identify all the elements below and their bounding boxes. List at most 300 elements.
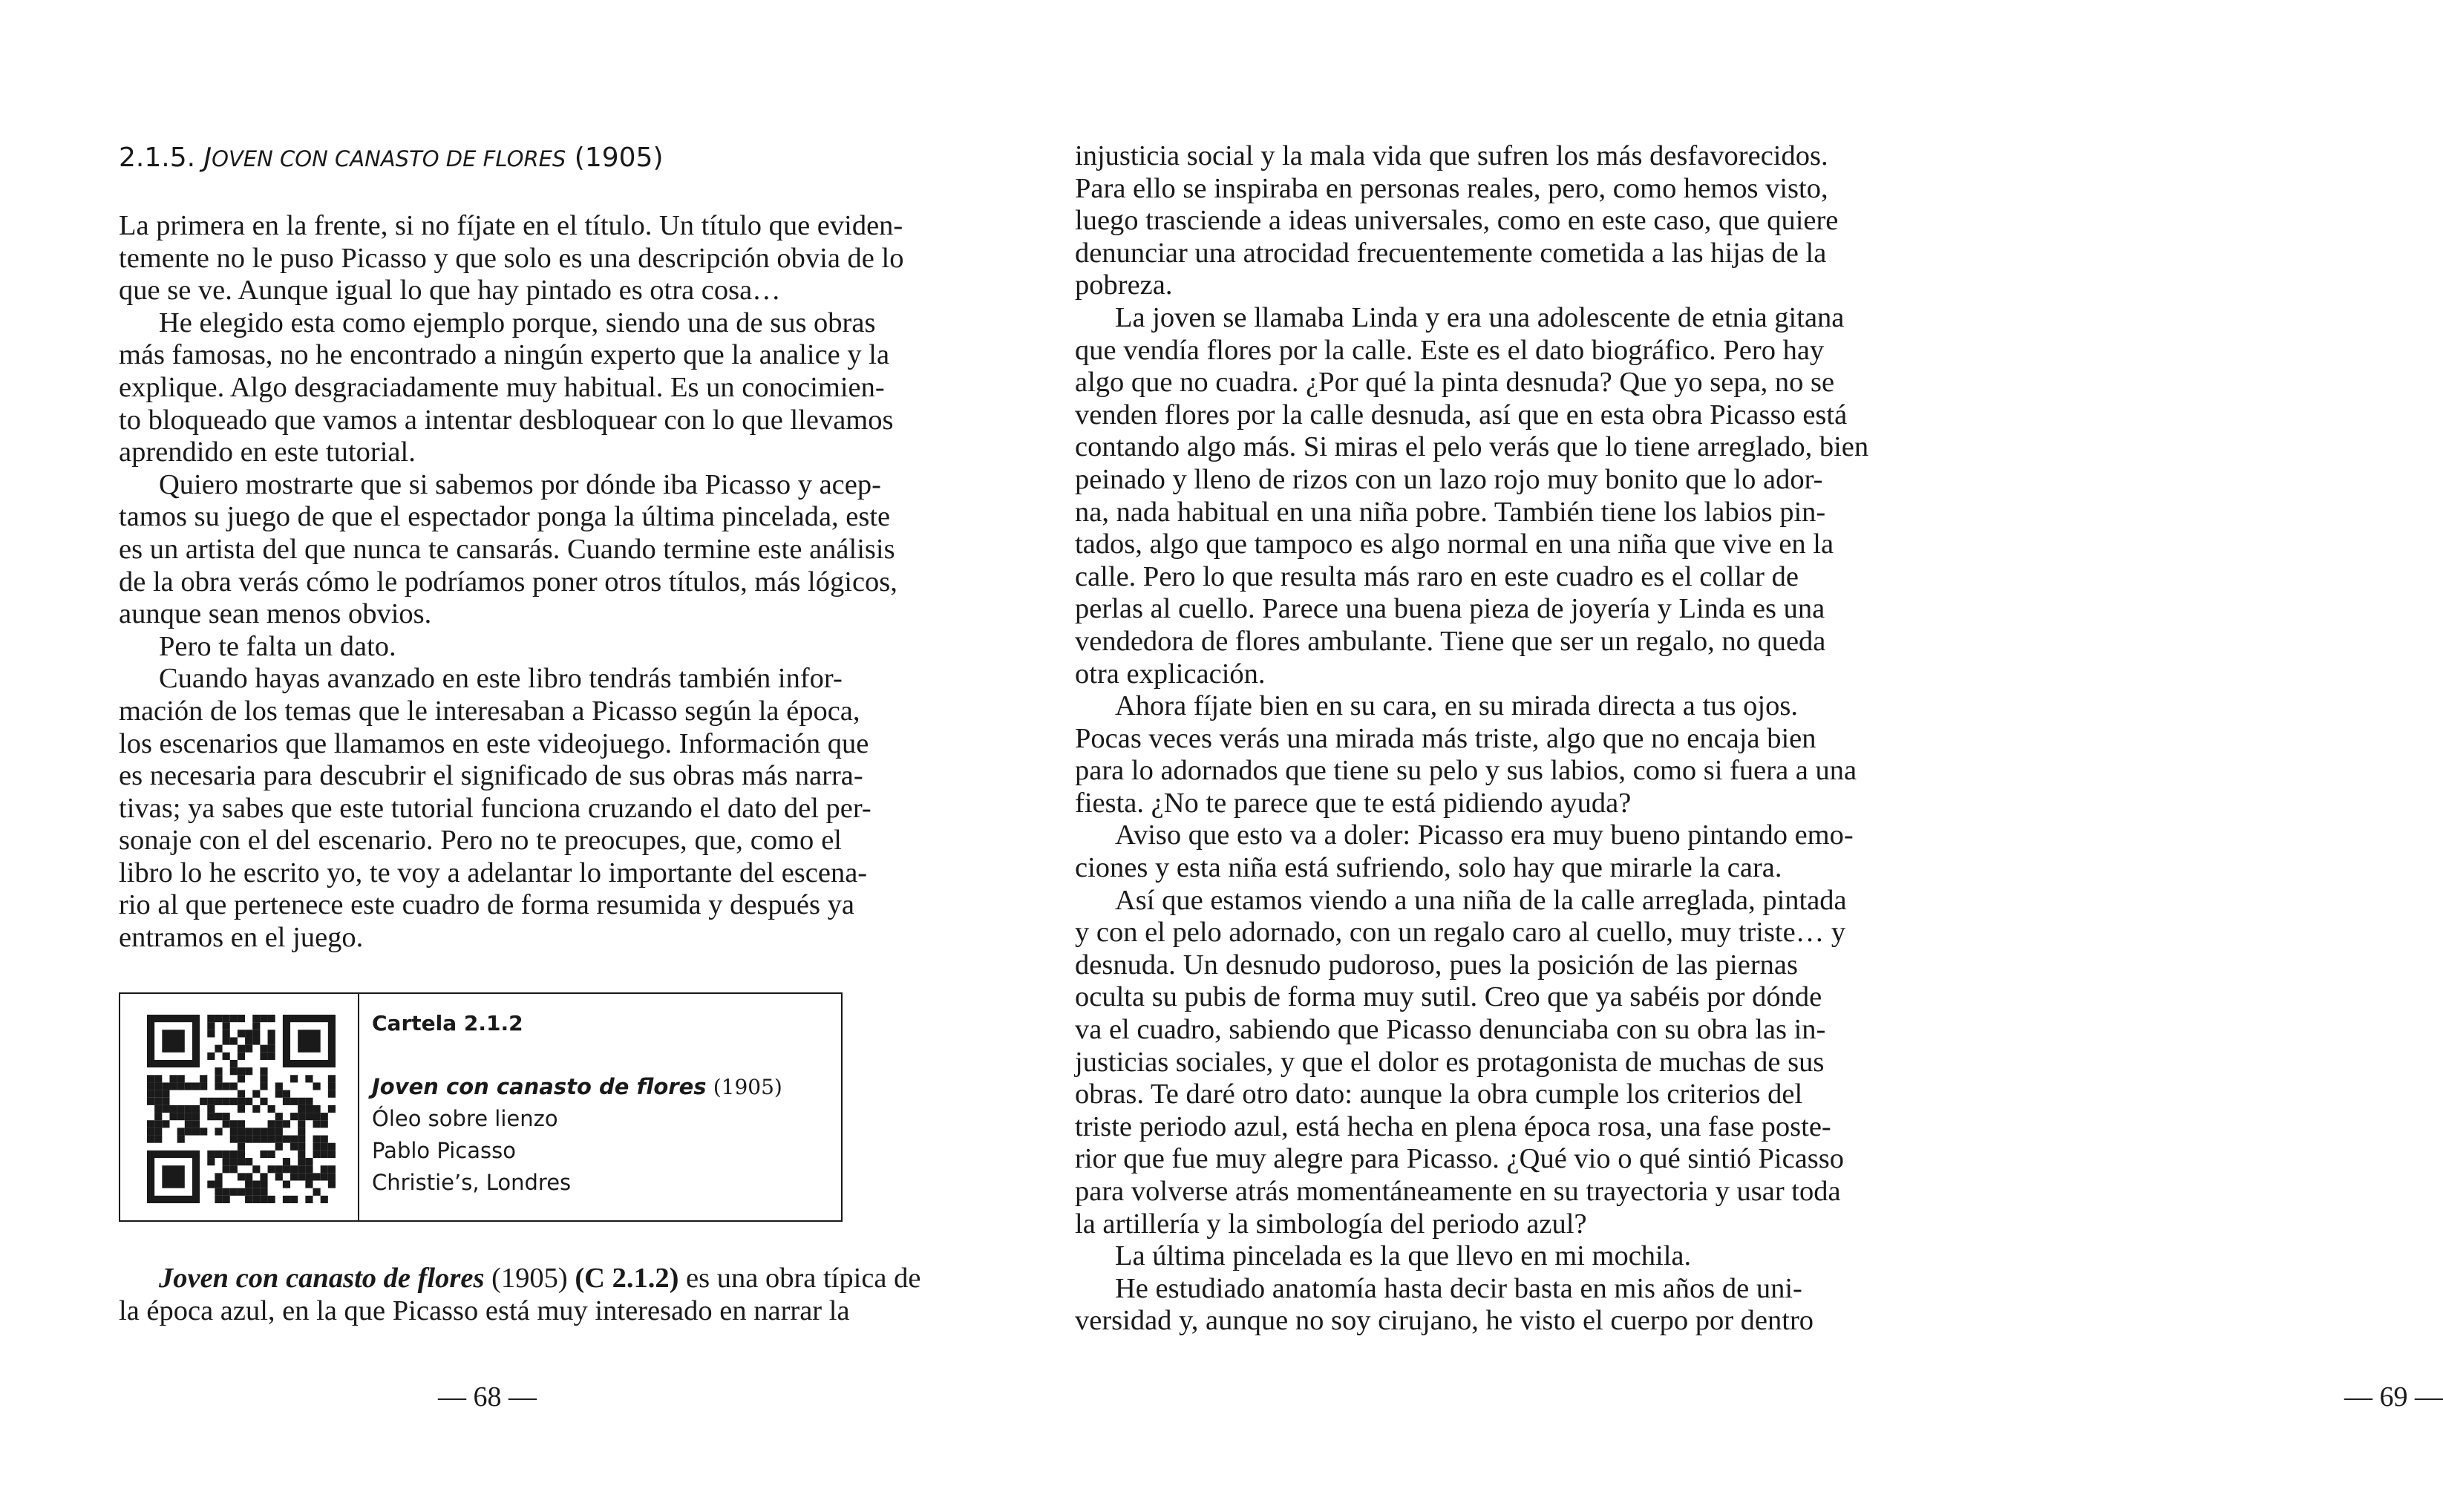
qr-module [238,1105,245,1113]
qr-module [260,1173,267,1180]
qr-module [230,1188,238,1196]
qr-module [268,1120,275,1128]
qr-module [252,1105,260,1113]
text-line: aprendido en este tutorial. [119,436,416,468]
qr-module [252,1037,260,1044]
qr-module [252,1188,260,1196]
qr-module [230,1158,238,1165]
qr-module [147,1075,154,1082]
qr-module [207,1022,215,1030]
text-line: contando algo más. Si miras el pelo verás que lo tiene arreglado, bien [1075,431,1869,463]
qr-module [260,1015,267,1022]
qr-module [260,1196,267,1203]
qr-module [215,1181,222,1188]
qr-module [223,1151,230,1158]
qr-module [223,1022,230,1030]
qr-module [328,1075,336,1082]
qr-module [245,1037,252,1044]
qr-module [268,1151,275,1158]
text-line: fiesta. ¿No te parece que te está pidiendo ayuda? [1075,787,1632,819]
qr-module [177,1136,185,1143]
qr-module [169,1105,177,1113]
qr-module [305,1105,313,1113]
qr-module [268,1037,275,1044]
qr-module [238,1188,245,1196]
text-line: ciones y esta niña está sufriendo, solo hay que mirarle la cara. [1075,852,1782,884]
qr-module [230,1082,238,1090]
qr-module [260,1053,267,1060]
qr-module [298,1173,305,1180]
qr-module [215,1128,222,1135]
qr-module [268,1053,275,1060]
qr-module [207,1151,215,1158]
qr-module [305,1158,313,1165]
qr-module [328,1165,336,1173]
text-line: denunciar una atrocidad frecuentemente cometida a las hijas de la [1075,237,1827,269]
left-body-text [119,210,904,955]
qr-module [177,1128,185,1135]
qr-module [283,1181,290,1188]
qr-module [268,1165,275,1173]
text-line: obras. Te daré otro dato: aunque la obra cumple los criterios del [1075,1079,1803,1110]
text-line: Joven con canasto de flores (1905) (C 2.1.2) es una obra típica de [159,1263,921,1294]
qr-module [283,1165,290,1173]
qr-module [305,1181,313,1188]
text-line: es un artista del que nunca te cansarás. Cuando termine este análisis [119,533,895,565]
qr-module [283,1090,290,1098]
qr-module [215,1113,222,1120]
qr-module [192,1120,200,1128]
qr-module [238,1053,245,1060]
qr-module [223,1015,230,1022]
qr-module [238,1075,245,1082]
qr-module [215,1151,222,1158]
qr-module [268,1015,275,1022]
qr-module [260,1181,267,1188]
qr-module [313,1120,321,1128]
text-line: tamos su juego de que el espectador ponga la última pincelada, este [119,501,891,533]
qr-module [260,1151,267,1158]
qr-module [223,1120,230,1128]
text-line: Pero te falta un dato. [159,630,396,662]
text-line: justicias sociales, y que el dolor es protagonista de muchas de sus [1075,1046,1825,1078]
text-line: sonaje con el del escenario. Pero no te preocupes, que, como el [119,825,842,857]
qr-module [298,1030,320,1052]
text-line: vendedora de flores ambulante. Tiene que ser un regalo, no queda [1075,625,1826,657]
text-line: aunque sean menos obvios. [119,598,432,630]
text-line: luego trasciende a ideas universales, como en este caso, que quiere [1075,205,1839,237]
qr-module [223,1196,230,1203]
qr-module [192,1082,200,1090]
cartela-work-title: Joven con canasto de flores [372,1074,707,1099]
qr-module [305,1113,313,1120]
text-line: entramos en el juego. [119,922,364,954]
text-line: que vendía flores por la calle. Este es el dato biográfico. Pero hay [1075,334,1825,366]
qr-module [283,1158,290,1165]
qr-module [321,1143,328,1151]
text-line: Para ello se inspiraba en personas reales, pero, como hemos visto, [1075,172,1828,204]
inline-cartela-ref: (C 2.1.2) [575,1263,679,1294]
qr-module [245,1196,252,1203]
qr-module [223,1030,230,1037]
inline-work-title: Joven con canasto de flores [159,1263,485,1294]
qr-module [283,1098,290,1105]
text-line: que se ve. Aunque igual lo que hay pintado es otra cosa… [119,275,781,307]
text-line: La última pincelada es la que llevo en mi mochila. [1115,1240,1692,1272]
qr-module [268,1030,275,1037]
qr-module [275,1143,283,1151]
qr-module [215,1098,222,1105]
qr-module [252,1022,260,1030]
text-line: rior que fue muy alegre para Picasso. ¿Qué vio o qué sintió Picasso [1075,1143,1845,1175]
qr-module [283,1120,290,1128]
qr-module [238,1158,245,1165]
qr-module [298,1113,305,1120]
qr-module [245,1136,252,1143]
qr-module [238,1151,245,1158]
qr-module [238,1143,245,1151]
qr-module [260,1188,267,1196]
qr-module [268,1196,275,1203]
qr-module [245,1173,252,1180]
qr-module [260,1098,267,1105]
qr-module [313,1188,321,1196]
section-title: JOVEN CON CANASTO DE FLORES [203,143,566,173]
text-line: venden flores por la calle desnuda, así que en esta obra Picasso está [1075,399,1848,431]
qr-module [238,1173,245,1180]
qr-module [154,1136,162,1143]
qr-module [230,1151,238,1158]
qr-module [215,1015,222,1022]
qr-module [215,1045,222,1053]
qr-module [313,1136,321,1143]
qr-module [147,1136,154,1143]
text-line: La joven se llamaba Linda y era una adolescente de etnia gitana [1115,301,1845,333]
qr-module [245,1098,252,1105]
qr-module [223,1158,230,1165]
text-line: libro lo he escrito yo, te voy a adelantar lo importante del escena- [119,857,868,888]
qr-module [230,1037,238,1044]
qr-module [245,1045,252,1053]
qr-module [290,1113,298,1120]
qr-module [238,1067,245,1075]
text-line: injusticia social y la mala vida que sufren los más desfavorecidos. [1075,140,1828,171]
text-line: va el cuadro, sabiendo que Picasso denunciaba con su obra las in- [1075,1014,1826,1046]
qr-module [252,1165,260,1173]
qr-module [230,1120,238,1128]
text-line: la artillería y la simbología del periodo azul? [1075,1208,1587,1240]
qr-module [162,1030,184,1052]
qr-module [252,1030,260,1037]
qr-module [215,1188,222,1196]
qr-module [185,1128,192,1135]
qr-module [305,1075,313,1082]
right-body-text [1075,140,1869,1338]
text-line: desnuda. Un desnudo pudoroso, pues la posición de las piernas [1075,949,1798,981]
qr-module [147,1098,154,1105]
text-line: para volverse atrás momentáneamente en su trayectoria y usar toda [1075,1176,1841,1207]
qr-module [245,1128,252,1135]
text-line: calle. Pero lo que resulta más raro en este cuadro es el collar de [1075,560,1799,592]
section-number: 2.1.5. [119,143,196,173]
qr-module [275,1082,283,1090]
qr-module [245,1067,252,1075]
text-line: tados, algo que tampoco es algo normal en una niña que vive en la [1075,528,1834,560]
qr-module [328,1105,336,1113]
left-page [0,0,950,1512]
text-line: versidad y, aunque no soy cirujano, he visto el cuerpo por dentro [1075,1305,1814,1337]
qr-module [252,1090,260,1098]
qr-module [305,1165,313,1173]
qr-module [230,1128,238,1135]
qr-module [185,1105,192,1113]
qr-module [215,1173,222,1180]
qr-module [200,1128,207,1135]
qr-module [268,1045,275,1053]
qr-module [238,1015,245,1022]
qr-module [238,1128,245,1135]
text-line: triste periodo azul, está hecha en plena época rosa, una fase poste- [1075,1110,1831,1142]
qr-module [283,1196,290,1203]
qr-module [230,1165,238,1173]
qr-module [290,1143,298,1151]
qr-module [223,1082,230,1090]
qr-module [321,1151,328,1158]
qr-module [207,1098,215,1105]
text-line: Así que estamos viendo a una niña de la calle arreglada, pintada [1115,884,1847,916]
qr-module [215,1067,222,1075]
qr-module [207,1053,215,1060]
qr-module [260,1082,267,1090]
text-line: algo que no cuadra. ¿Por qué la pinta desnuda? Que yo sepa, no se [1075,367,1835,399]
qr-module [238,1090,245,1098]
qr-module [328,1181,336,1188]
text-line: rio al que pertenece este cuadro de forma resumida y después ya [119,889,854,921]
qr-module [154,1090,162,1098]
cartela-work-year: (1905) [713,1075,782,1099]
qr-module [305,1196,313,1203]
text-line: mación de los temas que le interesaban a Picasso según la época, [119,695,860,727]
qr-module [154,1105,162,1113]
qr-module [328,1082,336,1090]
qr-module [328,1151,336,1158]
qr-module [230,1015,238,1022]
qr-module [313,1082,321,1090]
qr-module [207,1015,215,1022]
qr-module [147,1082,154,1090]
text-line: Aviso que esto va a doler: Picasso era muy bueno pintando emo- [1115,819,1854,851]
qr-module [238,1045,245,1053]
qr-module [260,1045,267,1053]
cartela-title: Cartela 2.1.2 [372,1011,523,1035]
qr-module [207,1181,215,1188]
text-line: y con el pelo adornado, con un regalo caro al cuello, muy triste… y [1075,917,1846,949]
qr-module [275,1113,283,1120]
qr-module [207,1113,215,1120]
qr-module [298,1136,305,1143]
qr-module [321,1120,328,1128]
qr-module [275,1136,283,1143]
qr-module [313,1173,321,1180]
qr-module [238,1136,245,1143]
qr-module [223,1098,230,1105]
qr-module [185,1120,192,1128]
qr-module [298,1143,305,1151]
qr-module [321,1136,328,1143]
qr-module [238,1098,245,1105]
left-body-text-continued [119,1263,921,1327]
text-line: de la obra verás cómo le podríamos poner otros títulos, más lógicos, [119,566,897,598]
qr-module [298,1105,305,1113]
page-number: — 68 — [438,1381,537,1413]
qr-module [275,1165,283,1173]
cartela-info [372,1007,782,1199]
qr-module [268,1128,275,1135]
qr-module [177,1075,185,1082]
text-line: temente no le puso Picasso y que solo es una descripción obvia de lo [119,242,904,274]
qr-module [275,1173,283,1180]
qr-module [252,1181,260,1188]
qr-code-icon[interactable] [147,1015,336,1203]
text-line: Pocas veces verás una mirada más triste, algo que no encaja bien [1075,722,1816,754]
text-line: más famosas, no he encontrado a ningún experto que la analice y la [119,339,890,371]
qr-module [260,1136,267,1143]
qr-module [154,1075,162,1082]
qr-module [223,1053,230,1060]
qr-module [192,1128,200,1135]
qr-module [260,1075,267,1082]
qr-module [252,1196,260,1203]
qr-code-cell [120,994,359,1220]
text-line: He elegido esta como ejemplo porque, siendo una de sus obras [159,307,876,338]
qr-module [154,1120,162,1128]
qr-module [313,1113,321,1120]
qr-module [275,1090,283,1098]
qr-module [162,1082,169,1090]
qr-module [223,1188,230,1196]
qr-module [154,1098,162,1105]
cartela-work [372,1071,782,1103]
qr-module [313,1151,321,1158]
text-line: la época azul, en la que Picasso está muy interesado en narrar la [119,1295,850,1326]
qr-module [313,1143,321,1151]
qr-module [169,1075,177,1082]
qr-module [328,1143,336,1151]
qr-module [162,1098,169,1105]
qr-module [245,1030,252,1037]
qr-module [207,1105,215,1113]
qr-module [154,1128,162,1135]
text-line: otra explicación. [1075,658,1266,690]
text-line: peinado y lleno de rizos con un lazo rojo muy bonito que lo ador- [1075,463,1823,495]
qr-module [238,1030,245,1037]
text-line: Quiero mostrarte que si sabemos por dónde iba Picasso y acep- [159,468,881,500]
qr-module [230,1067,238,1075]
qr-module [290,1136,298,1143]
qr-module [192,1105,200,1113]
text-line: Ahora fíjate bien en su cara, en su mirada directa a tus ojos. [1115,690,1798,722]
qr-module [328,1090,336,1098]
text-line: es necesaria para descubrir el significado de sus obras más narra- [119,760,863,792]
qr-module [185,1082,192,1090]
qr-module [283,1136,290,1143]
qr-module [298,1165,305,1173]
text-line: perlas al cuello. Parece una buena pieza de joyería y Linda es una [1075,593,1825,625]
qr-module [268,1136,275,1143]
qr-module [260,1128,267,1135]
text-line: explique. Algo desgraciadamente muy habitual. Es un conocimien- [119,371,885,403]
qr-module [313,1105,321,1113]
qr-module [177,1082,185,1090]
qr-module [275,1120,283,1128]
qr-module [290,1165,298,1173]
qr-module [162,1120,169,1128]
qr-module [169,1113,177,1120]
qr-module [169,1082,177,1090]
text-line: Cuando hayas avanzado en este libro tendrás también infor- [159,663,843,695]
qr-module [215,1196,222,1203]
text-line: to bloqueado que vamos a intentar desbloquear con lo que llevamos [119,404,894,436]
text-line: tivas; ya sabes que este tutorial funciona cruzando el dato del per- [119,792,871,824]
qr-module [177,1113,185,1120]
qr-module [230,1060,238,1067]
qr-module [252,1128,260,1135]
text-line: para lo adornados que tiene su pelo y sus labios, como si fuera a una [1075,755,1857,787]
qr-module [147,1120,154,1128]
qr-module [162,1105,169,1113]
qr-module [298,1151,305,1158]
qr-module [223,1113,230,1120]
cartela-location: Christie’s, Londres [372,1170,572,1195]
text-line: na, nada habitual en una niña pobre. También tiene los labios pin- [1075,496,1826,528]
qr-module [223,1037,230,1044]
qr-module [185,1113,192,1120]
qr-module [275,1128,283,1135]
qr-module [162,1090,169,1098]
qr-module [252,1136,260,1143]
qr-module [154,1082,162,1090]
qr-module [245,1158,252,1165]
qr-module [252,1015,260,1022]
qr-module [177,1105,185,1113]
qr-module [290,1098,298,1105]
qr-module [290,1173,298,1180]
qr-module [207,1158,215,1165]
qr-module [230,1098,238,1105]
qr-module [260,1067,267,1075]
qr-module [268,1105,275,1113]
qr-module [245,1188,252,1196]
qr-module [200,1082,207,1090]
qr-module [298,1158,305,1165]
qr-module [207,1030,215,1037]
qr-module [147,1090,154,1098]
qr-module [230,1136,238,1143]
qr-module [290,1196,298,1203]
text-line: He estudiado anatomía hasta decir basta en mis años de uni- [1115,1272,1802,1304]
qr-module [305,1098,313,1105]
qr-module [215,1075,222,1082]
qr-module [321,1113,328,1120]
qr-module [238,1120,245,1128]
cartela-artist: Pablo Picasso [372,1138,516,1163]
text-line: los escenarios que llamamos en este videojuego. Información que [119,727,869,759]
text-line: oculta su pubis de forma muy sutil. Creo que ya sabéis por dónde [1075,981,1822,1013]
qr-module [147,1128,154,1135]
section-heading [119,143,664,173]
qr-module [321,1173,328,1180]
qr-module [321,1196,328,1203]
